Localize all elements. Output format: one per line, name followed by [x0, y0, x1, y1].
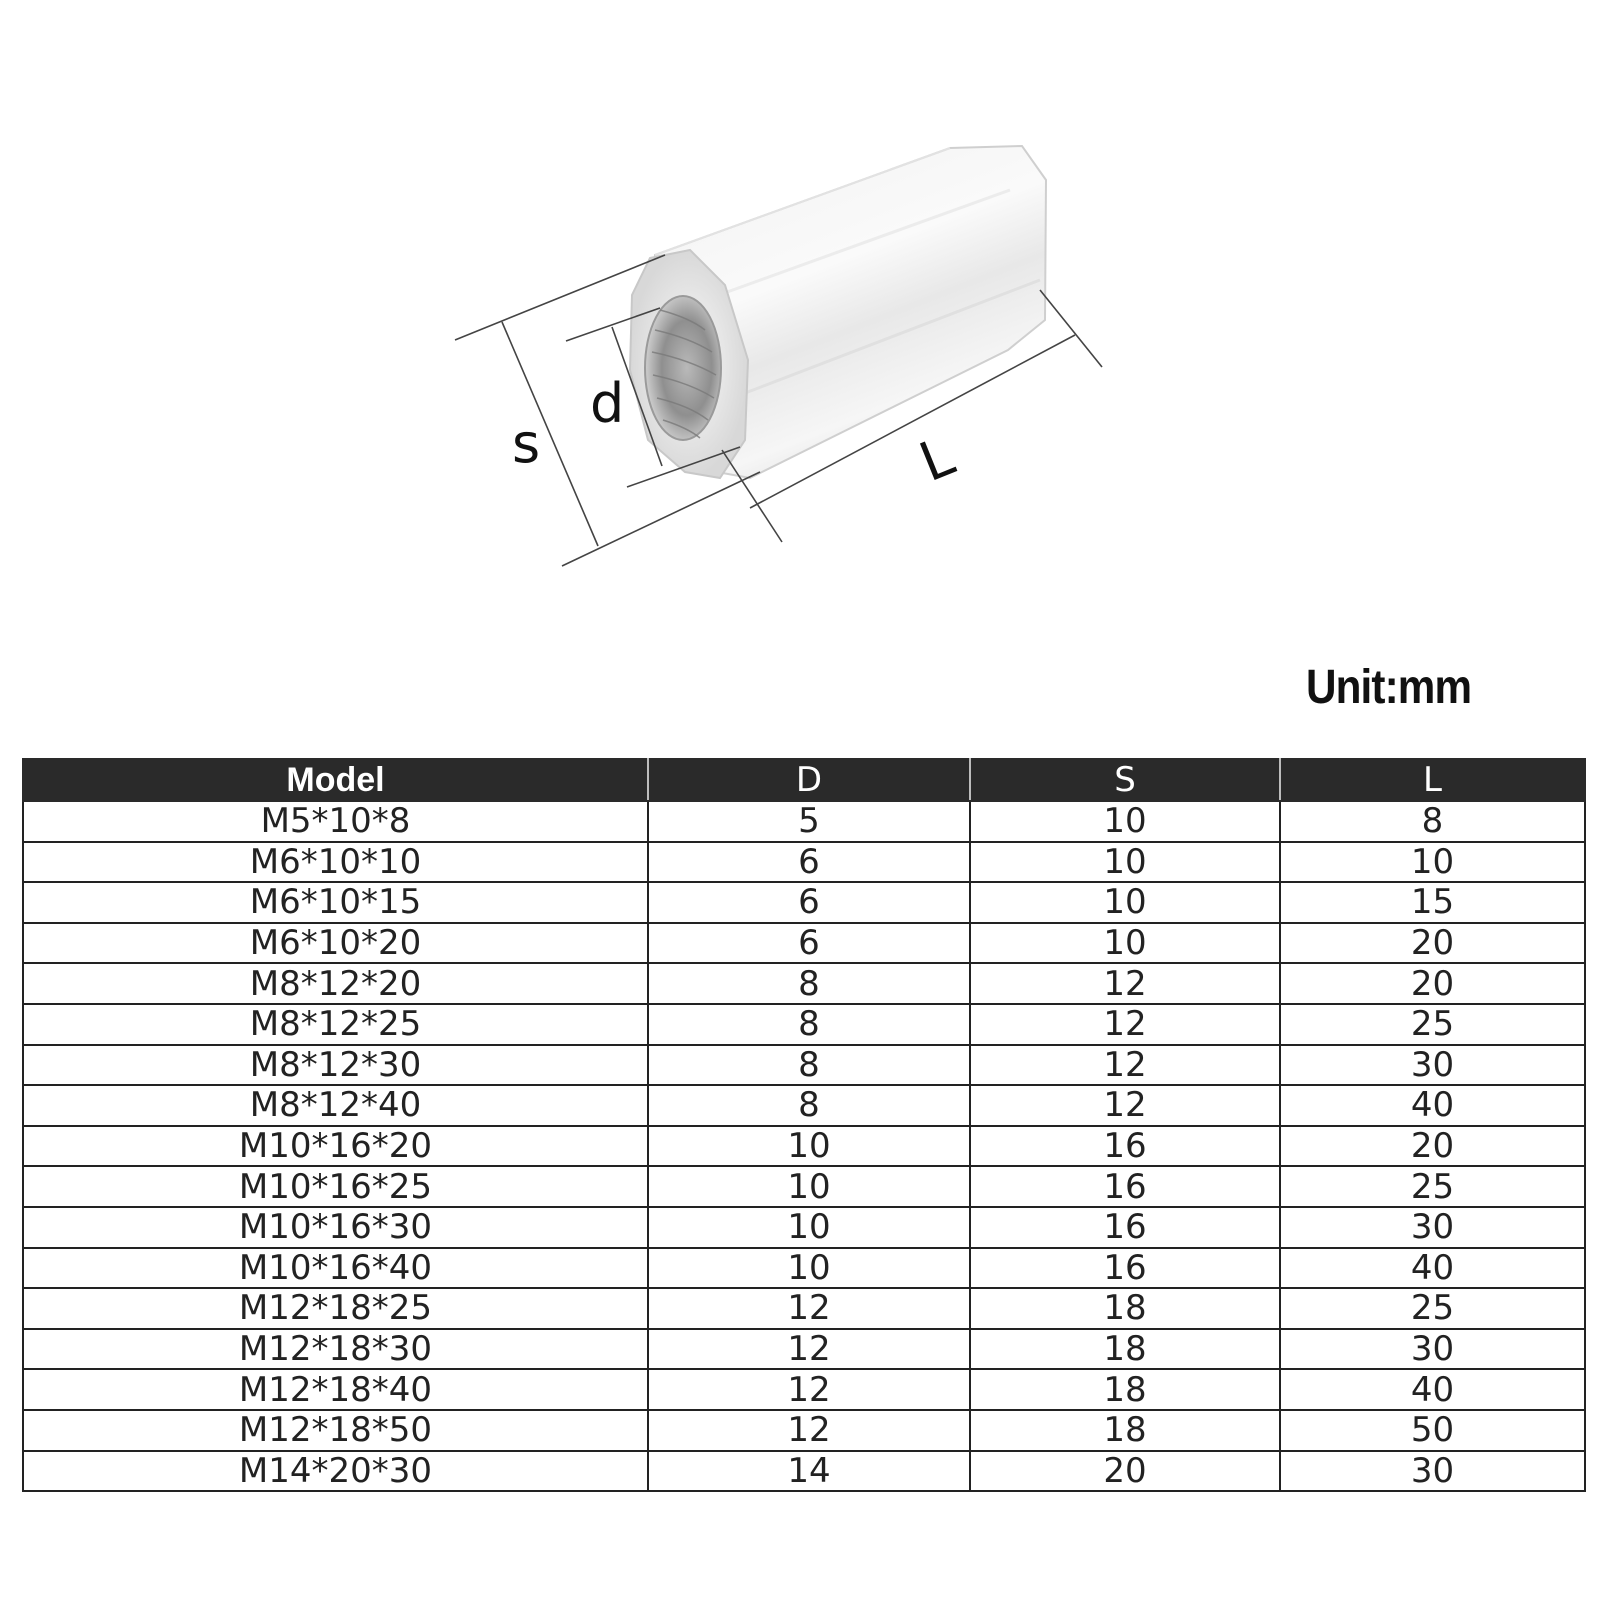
s-cell: 16 — [970, 1126, 1280, 1167]
d-cell: 12 — [648, 1369, 970, 1410]
s-cell: 20 — [970, 1451, 1280, 1492]
d-cell: 12 — [648, 1288, 970, 1329]
s-cell: 18 — [970, 1410, 1280, 1451]
table-row — [23, 1329, 1585, 1370]
model-cell: M8*12*20 — [23, 963, 648, 1004]
d-cell: 10 — [648, 1248, 970, 1289]
model-cell: M10*16*40 — [23, 1248, 648, 1289]
d-cell: 6 — [648, 923, 970, 964]
model-cell: M10*16*25 — [23, 1166, 648, 1207]
l-cell: 30 — [1280, 1045, 1585, 1086]
l-cell: 15 — [1280, 882, 1585, 923]
model-cell: M6*10*20 — [23, 923, 648, 964]
dimension-label-s: s — [512, 412, 541, 475]
model-cell: M12*18*25 — [23, 1288, 648, 1329]
l-cell: 8 — [1280, 801, 1585, 842]
table-row — [23, 1045, 1585, 1086]
d-cell: 10 — [648, 1166, 970, 1207]
model-cell: M5*10*8 — [23, 801, 648, 842]
d-cell: 8 — [648, 1085, 970, 1126]
model-cell: M6*10*15 — [23, 882, 648, 923]
d-cell: 8 — [648, 1045, 970, 1086]
l-cell: 25 — [1280, 1004, 1585, 1045]
table-row — [23, 1248, 1585, 1289]
table-row — [23, 882, 1585, 923]
l-cell: 40 — [1280, 1369, 1585, 1410]
table-body — [23, 801, 1585, 1491]
l-cell: 30 — [1280, 1207, 1585, 1248]
header-s: S — [970, 759, 1280, 801]
s-cell: 16 — [970, 1248, 1280, 1289]
d-cell: 8 — [648, 1004, 970, 1045]
d-cell: 14 — [648, 1451, 970, 1492]
table-row — [23, 1410, 1585, 1451]
model-cell: M12*18*30 — [23, 1329, 648, 1370]
table-row — [23, 1288, 1585, 1329]
header-l: L — [1280, 759, 1585, 801]
d-cell: 10 — [648, 1207, 970, 1248]
dimension-label-d: d — [590, 372, 625, 435]
l-cell: 20 — [1280, 923, 1585, 964]
table-row — [23, 842, 1585, 883]
table-header-row — [23, 759, 1585, 801]
coupling-nut-diagram — [0, 0, 1600, 640]
d-cell: 10 — [648, 1126, 970, 1167]
d-cell: 12 — [648, 1329, 970, 1370]
d-cell: 6 — [648, 882, 970, 923]
l-cell: 25 — [1280, 1166, 1585, 1207]
table-row — [23, 1451, 1585, 1492]
model-cell: M14*20*30 — [23, 1451, 648, 1492]
l-cell: 40 — [1280, 1085, 1585, 1126]
s-cell: 10 — [970, 882, 1280, 923]
s-cell: 12 — [970, 1045, 1280, 1086]
table-row — [23, 963, 1585, 1004]
table-row — [23, 1207, 1585, 1248]
d-cell: 8 — [648, 963, 970, 1004]
l-cell: 25 — [1280, 1288, 1585, 1329]
l-cell: 10 — [1280, 842, 1585, 883]
table-row — [23, 1166, 1585, 1207]
s-cell: 18 — [970, 1369, 1280, 1410]
l-cell: 50 — [1280, 1410, 1585, 1451]
model-cell: M8*12*25 — [23, 1004, 648, 1045]
nut-body — [630, 146, 1046, 478]
l-cell: 40 — [1280, 1248, 1585, 1289]
dimension-label-L: L — [910, 424, 963, 494]
s-cell: 12 — [970, 1004, 1280, 1045]
l-cell: 30 — [1280, 1451, 1585, 1492]
table-row — [23, 1126, 1585, 1167]
model-cell: M12*18*40 — [23, 1369, 648, 1410]
s-cell: 12 — [970, 1085, 1280, 1126]
model-cell: M12*18*50 — [23, 1410, 648, 1451]
header-d: D — [648, 759, 970, 801]
model-cell: M8*12*40 — [23, 1085, 648, 1126]
s-cell: 16 — [970, 1207, 1280, 1248]
table-row — [23, 1369, 1585, 1410]
header-model: Model — [23, 759, 648, 801]
table-row — [23, 1004, 1585, 1045]
s-cell: 12 — [970, 963, 1280, 1004]
table-row — [23, 801, 1585, 842]
unit-label: Unit:mm — [1306, 661, 1472, 714]
d-cell: 12 — [648, 1410, 970, 1451]
s-cell: 18 — [970, 1329, 1280, 1370]
model-cell: M10*16*30 — [23, 1207, 648, 1248]
table-row — [23, 1085, 1585, 1126]
model-cell: M8*12*30 — [23, 1045, 648, 1086]
table-row — [23, 923, 1585, 964]
l-cell: 20 — [1280, 963, 1585, 1004]
d-cell: 5 — [648, 801, 970, 842]
s-cell: 18 — [970, 1288, 1280, 1329]
model-cell: M10*16*20 — [23, 1126, 648, 1167]
s-cell: 16 — [970, 1166, 1280, 1207]
l-cell: 30 — [1280, 1329, 1585, 1370]
spec-table — [22, 758, 1586, 1492]
l-cell: 20 — [1280, 1126, 1585, 1167]
model-cell: M6*10*10 — [23, 842, 648, 883]
s-cell: 10 — [970, 842, 1280, 883]
s-cell: 10 — [970, 801, 1280, 842]
s-cell: 10 — [970, 923, 1280, 964]
d-cell: 6 — [648, 842, 970, 883]
